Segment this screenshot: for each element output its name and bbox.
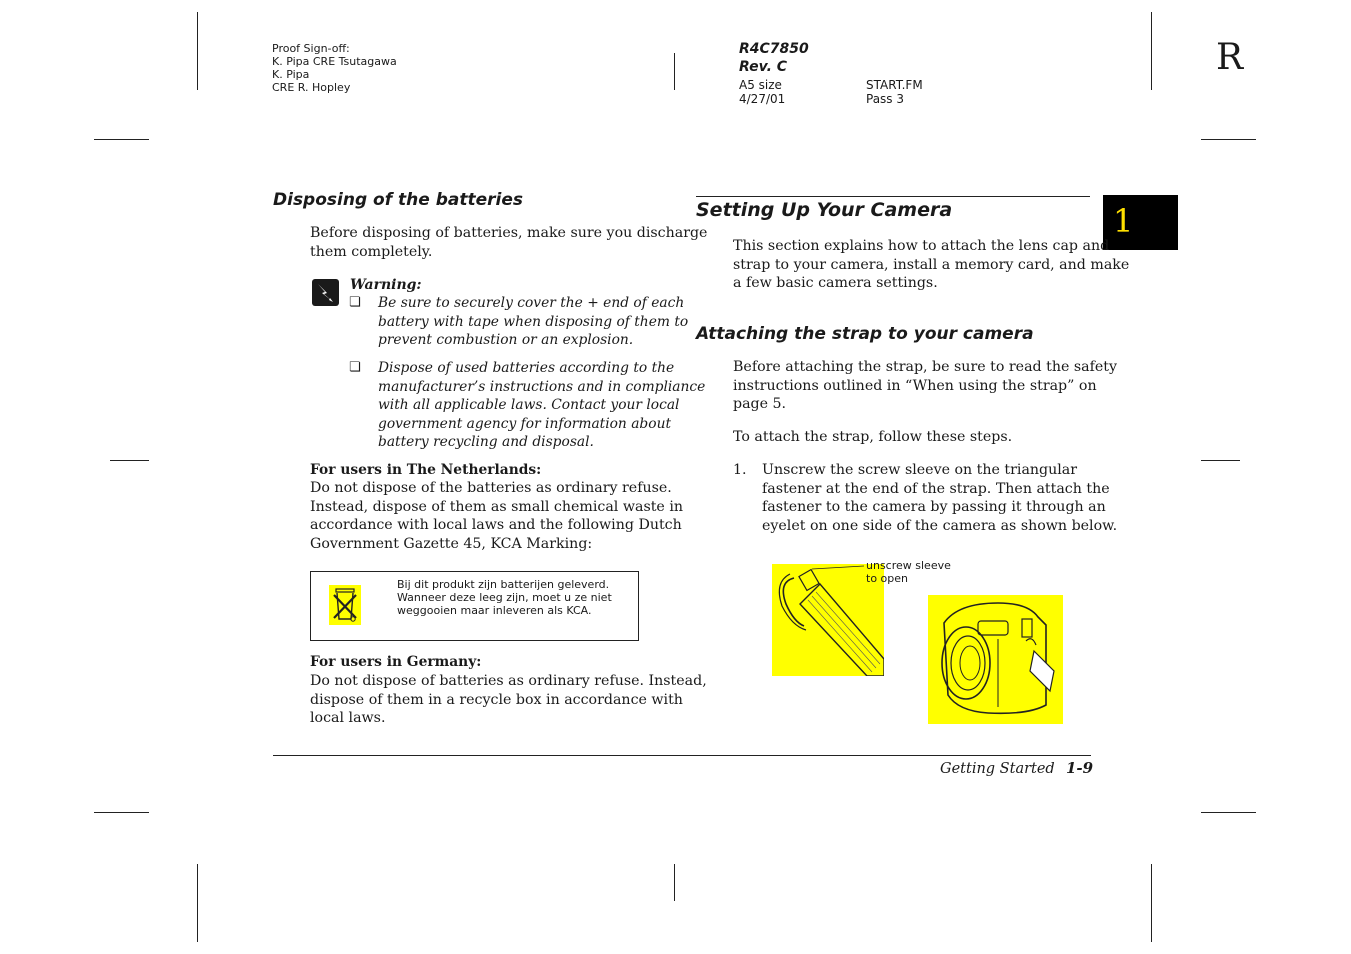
text-line: battery recycling and disposal. xyxy=(378,434,594,450)
crop-mark xyxy=(674,864,675,901)
text-line: page 5. xyxy=(733,396,787,412)
corner-mark: R xyxy=(1216,37,1244,78)
text-line: them completely. xyxy=(310,243,433,260)
text-line: Before disposing of batteries, make sure you discharge xyxy=(310,225,708,241)
proof-line: K. Pipa CRE Tsutagawa xyxy=(272,55,397,68)
text-line: accordance with local laws and the following Dutch xyxy=(310,517,682,533)
text-line: fastener to the camera by passing it through an xyxy=(762,499,1106,515)
step-number: 1. xyxy=(733,462,747,478)
chapter-number: 1 xyxy=(1113,202,1134,240)
warning-item xyxy=(378,294,688,350)
crop-mark xyxy=(1151,12,1152,90)
text-line: fastener at the end of the strap. Then attach the xyxy=(762,480,1110,497)
text-line: strap to your camera, install a memory card, and make xyxy=(733,256,1130,273)
netherlands-title: For users in The Netherlands: xyxy=(310,462,542,478)
checkbox-bullet-icon: ❏ xyxy=(349,295,361,310)
text-line: instructions outlined in “When using the strap” on xyxy=(733,377,1097,394)
text-line: This section explains how to attach the lens cap and xyxy=(733,238,1110,254)
text-line: Do not dispose of the batteries as ordinary refuse. xyxy=(310,480,672,496)
subheading-strap: Attaching the strap to your camera xyxy=(696,324,1034,344)
text-line: Instead, dispose of them as small chemical waste in xyxy=(310,498,684,515)
checkbox-bullet-icon: ❏ xyxy=(349,360,361,375)
page-size: A5 size xyxy=(739,78,782,92)
text-line: local laws. xyxy=(310,710,386,726)
text-line: manufacturer’s instructions and in compliance xyxy=(378,378,706,395)
text-line: Wanneer deze leeg zijn, moet u ze niet xyxy=(397,591,612,604)
crop-mark xyxy=(197,864,198,942)
figure-callout xyxy=(866,559,951,585)
setup-intro xyxy=(733,237,1129,293)
crop-mark xyxy=(674,53,675,90)
text-line: a few basic camera settings. xyxy=(733,275,938,291)
text-line: Do not dispose of batteries as ordinary refuse. Instead, xyxy=(310,673,707,689)
text-line: government agency for information about xyxy=(378,415,671,432)
proof-date: 4/27/01 xyxy=(739,92,786,106)
text-line: Dispose of used batteries according to the xyxy=(378,360,675,376)
text-line: Before attaching the strap, be sure to read the safety xyxy=(733,359,1117,375)
text-line: battery with tape when disposing of them to xyxy=(378,313,689,330)
crop-mark xyxy=(1151,864,1152,942)
warning-item xyxy=(378,359,705,452)
text-line: dispose of them in a recycle box in accordance with xyxy=(310,691,683,708)
proof-line: K. Pipa xyxy=(272,68,310,81)
crop-mark xyxy=(197,12,198,90)
footer-rule xyxy=(273,755,1091,756)
crop-mark xyxy=(1201,812,1256,813)
text-line: weggooien maar inleveren als KCA. xyxy=(397,604,592,617)
crop-mark xyxy=(1201,460,1240,461)
page-number: 1-9 xyxy=(1066,759,1094,777)
germany-title: For users in Germany: xyxy=(310,654,482,670)
warning-icon xyxy=(312,279,339,306)
footer-section: Getting Started xyxy=(940,761,1055,777)
crop-mark xyxy=(1201,139,1256,140)
proof-line: CRE R. Hopley xyxy=(272,81,351,94)
text-line: Be sure to securely cover the + end of each xyxy=(378,295,685,311)
section-heading-disposing: Disposing of the batteries xyxy=(273,190,523,210)
germany-text xyxy=(310,672,707,728)
heading-rule xyxy=(696,196,1090,197)
text-line: eyelet on one side of the camera as shown below. xyxy=(762,517,1118,534)
netherlands-text xyxy=(310,479,683,553)
section-heading-setup: Setting Up Your Camera xyxy=(696,199,953,221)
kca-text xyxy=(397,578,612,617)
text-line: with all applicable laws. Contact your local xyxy=(378,397,680,413)
text-line: prevent combustion or an explosion. xyxy=(378,332,634,348)
camera-illustration xyxy=(928,595,1063,724)
text-line: Government Gazette 45, KCA Marking: xyxy=(310,535,593,552)
crop-mark xyxy=(94,812,149,813)
kca-marking-box xyxy=(310,571,639,641)
strap-para1 xyxy=(733,358,1117,414)
crop-mark xyxy=(110,460,149,461)
step-text xyxy=(762,461,1117,535)
crop-mark xyxy=(94,139,149,140)
proof-signoff xyxy=(272,42,397,94)
pass-number: Pass 3 xyxy=(866,92,905,106)
warning-title: Warning: xyxy=(350,277,422,293)
disposing-intro xyxy=(310,224,707,261)
crossed-bin-icon xyxy=(329,585,361,625)
text-line: Bij dit produkt zijn batterijen geleverd. xyxy=(397,578,610,591)
doc-code: R4C7850 xyxy=(739,41,809,57)
revision: Rev. C xyxy=(739,59,788,75)
text-line: unscrew sleeve xyxy=(866,559,951,572)
text-line: to open xyxy=(866,572,908,585)
proof-line: Proof Sign-off: xyxy=(272,42,350,55)
text-line: Unscrew the screw sleeve on the triangular xyxy=(762,462,1078,478)
file-name: START.FM xyxy=(866,78,923,92)
strap-para2: To attach the strap, follow these steps. xyxy=(733,429,1013,445)
